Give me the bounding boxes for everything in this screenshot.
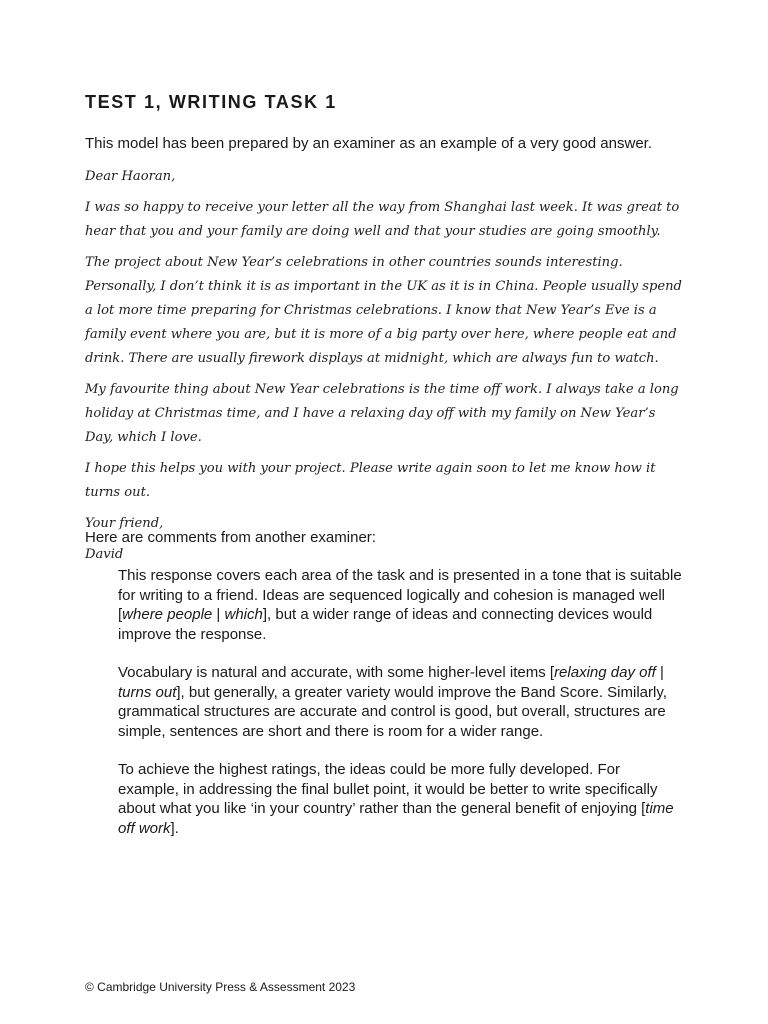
comment-example: where people: [122, 606, 213, 623]
comment-separator: |: [655, 664, 664, 681]
comment-text: Vocabulary is natural and accurate, with some higher-level items [: [118, 664, 555, 681]
comment-example: turns out: [118, 683, 177, 701]
comment-paragraph: [118, 760, 684, 838]
model-letter: [85, 165, 685, 574]
comments-intro: Here are comments from another examiner:: [85, 529, 376, 546]
comment-paragraph: [118, 566, 684, 644]
copyright-footer: © Cambridge University Press & Assessment 2023: [85, 980, 356, 994]
letter-paragraph: The project about New Year’s celebrations in other countries sounds interesting. Personally, I don’t think it is as important in the UK as it is in China. People usually spend a lot more time preparing for Christmas celebrations. I know that New Year’s Eve is a family event where you are, but it is more of a big party over here, where people eat and drink. There are usually firework displays at midnight, which are always fun to watch.: [85, 255, 682, 366]
examiner-comments: [118, 566, 684, 857]
comment-example: time off work: [118, 800, 674, 837]
comment-text: ].: [170, 819, 179, 837]
comment-example: which: [224, 606, 263, 623]
comment-example: relaxing day off: [554, 664, 656, 681]
letter-signature: David: [85, 547, 124, 562]
letter-paragraph: I hope this helps you with your project. Please write again soon to let me know how it turns out.: [85, 461, 656, 500]
letter-salutation: Dear Haoran,: [85, 169, 176, 184]
page-heading: TEST 1, WRITING TASK 1: [85, 92, 337, 112]
comment-text: This response covers each area of the task and is presented in a tone that is suitable for writing to a friend. Ideas are sequenced logically and cohesion is managed well [: [118, 567, 682, 623]
letter-closing: Your friend,: [85, 516, 164, 531]
letter-paragraph: My favourite thing about New Year celebrations is the time off work. I always take a long holiday at Christmas time, and I have a relaxing day off with my family on New Year’s Day, which I love.: [85, 382, 679, 445]
comment-separator: |: [212, 606, 225, 623]
comment-text: ], but generally, a greater variety would improve the Band Score. Similarly, grammatical structures are accurate and control is good, but overall, structures are simple, sentences are short and there is room for a wider range.: [118, 683, 667, 740]
comment-paragraph: [118, 663, 684, 741]
letter-paragraph: I was so happy to receive your letter all the way from Shanghai last week. It was great to hear that you and your family are doing well and that your studies are going smoothly.: [85, 200, 680, 239]
comment-text: To achieve the highest ratings, the ideas could be more fully developed. For example, in addressing the final bullet point, it would be better to write specifically about what you like ‘in your country’ rather than the general benefit of enjoying [: [118, 761, 658, 817]
intro-text: This model has been prepared by an examiner as an example of a very good answer.: [85, 135, 652, 152]
comment-text: ], but a wider range of ideas and connecting devices would improve the response.: [118, 606, 653, 643]
